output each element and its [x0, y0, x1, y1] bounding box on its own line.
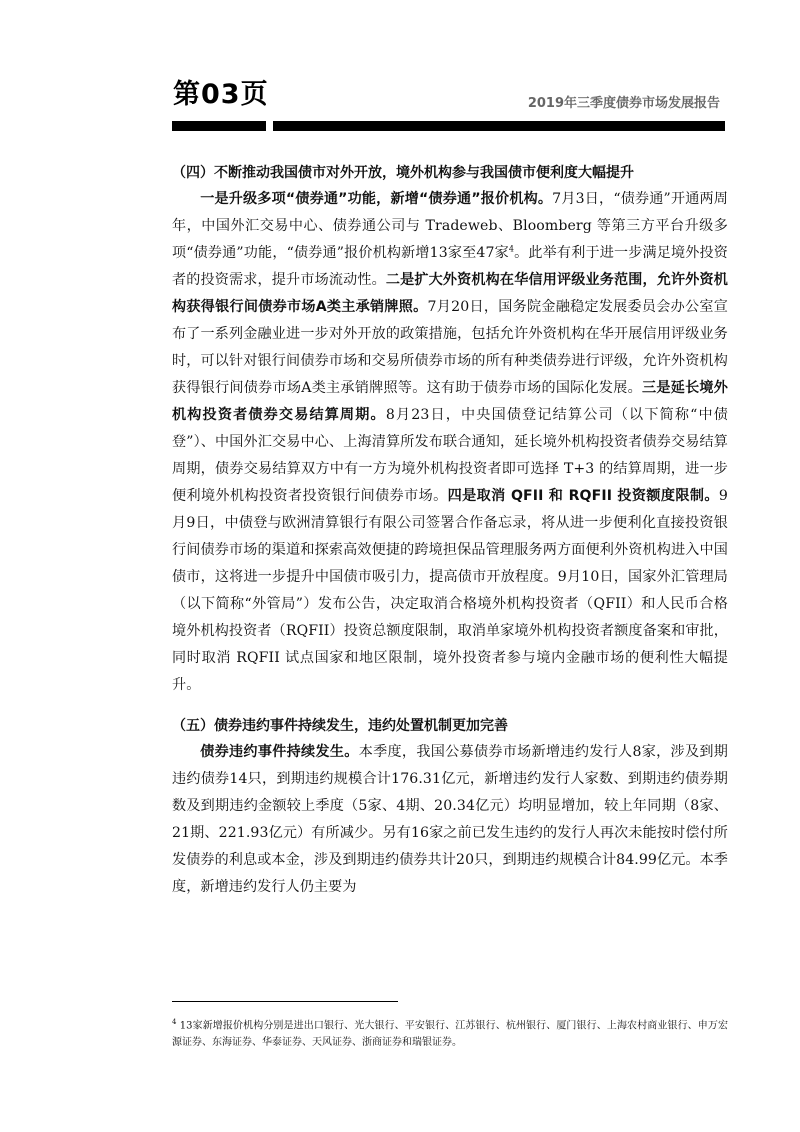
- footnote-ref[interactable]: 4: [508, 244, 515, 254]
- key-point-default: 债券违约事件持续发生。: [200, 744, 359, 760]
- key-point-1: 一是升级多项“债券通”功能，新增“债券通”报价机构。: [200, 191, 553, 207]
- section-gap: [172, 699, 728, 713]
- key-point-2: 二是扩大外资机构在华信用评级业务范围，允许外资机构获得银行间债券市场A类主承销牌照。: [172, 272, 728, 315]
- footnote-marker: 4: [172, 1018, 177, 1026]
- header-rule-right: [273, 121, 725, 131]
- footnote: [172, 1014, 728, 1051]
- paragraph-default-events: [172, 739, 728, 901]
- paragraph-text: 8月23日，中央国债登记结算公司（以下简称“中债登”）、中国外汇交易中心、上海清算所发布联合通知，延长境外机构投资者债券交易结算周期，债券交易结算双方中有一方为境外机构投资者即可选择 T+3 的结算周期，进一步便利境外机构投资者投资银行间债券市场。: [172, 407, 728, 504]
- footnote-divider: [172, 1001, 398, 1002]
- paragraph-text: 。此举有利于进一步满足境外投资者的投资需求，提升市场流动性。: [172, 245, 729, 288]
- paragraph-open-market: [172, 186, 728, 699]
- page-body: [172, 160, 728, 901]
- report-title: 2019年三季度债券市场发展报告: [527, 96, 720, 111]
- header-rule-left: [172, 121, 266, 131]
- footnote-text: 13家新增报价机构分别是进出口银行、光大银行、平安银行、江苏银行、杭州银行、厦门银行、上海农村商业银行、申万宏源证券、东海证券、华泰证券、天风证券、浙商证券和瑞银证券。: [172, 1020, 728, 1049]
- paragraph-text: 7月3日，“债券通”开通两周年，中国外汇交易中心、债券通公司与 Tradeweb、Bloomberg 等第三方平台升级多项“债券通”功能，“债券通”报价机构新增13家至47家: [172, 191, 728, 261]
- section-heading-5: （五）债券违约事件持续发生，违约处置机制更加完善: [172, 718, 508, 734]
- key-point-3: 三是延长境外机构投资者债券交易结算周期。: [172, 380, 728, 423]
- page-number: 第03页: [173, 79, 269, 110]
- paragraph-text: 本季度，我国公募债券市场新增违约发行人8家，涉及到期违约债券14只，到期违约规模合计176.31亿元，新增违约发行人家数、到期违约债券期数及到期违约金额较上季度（5家、4期、20.34亿元）均明显增加，较上年同期（8家、21期、221.93亿元）有所减少。另有16家之前已发生违约的发行人再次未能按时偿付所发债券的利息或本金，涉及到期违约债券共计20只，到期违约规模合计84.99亿元。本季度，新增违约发行人仍主要为: [172, 744, 728, 895]
- paragraph-text: 7月20日，国务院金融稳定发展委员会办公室宣布了一系列金融业进一步对外开放的政策措施，包括允许外资机构在华开展信用评级业务时，可以针对银行间债券市场和交易所债券市场的所有种类债券进行评级，允许外资机构获得银行间债券市场A类主承销牌照等。这有助于债券市场的国际化发展。: [172, 299, 728, 396]
- key-point-4: 四是取消 QFII 和 RQFII 投资额度限制。: [447, 488, 719, 504]
- paragraph-text: 9月9日，中债登与欧洲清算银行有限公司签署合作备忘录，将从进一步便利化直接投资银行间债券市场的渠道和探索高效便捷的跨境担保品管理服务两方面便利外资机构进入中国债市，这将进一步提升中国债市吸引力，提高债市开放程度。9月10日，国家外汇管理局（以下简称“外管局”）发布公告，决定取消合格境外机构投资者（QFII）和人民币合格境外机构投资者（RQFII）投资总额度限制，取消单家境外机构投资者额度备案和审批，同时取消 RQFII 试点国家和地区限制，境外投资者参与境内金融市场的便利性大幅提升。: [172, 488, 728, 693]
- section-heading-4: （四）不断推动我国债市对外开放，境外机构参与我国债市便利度大幅提升: [172, 165, 634, 181]
